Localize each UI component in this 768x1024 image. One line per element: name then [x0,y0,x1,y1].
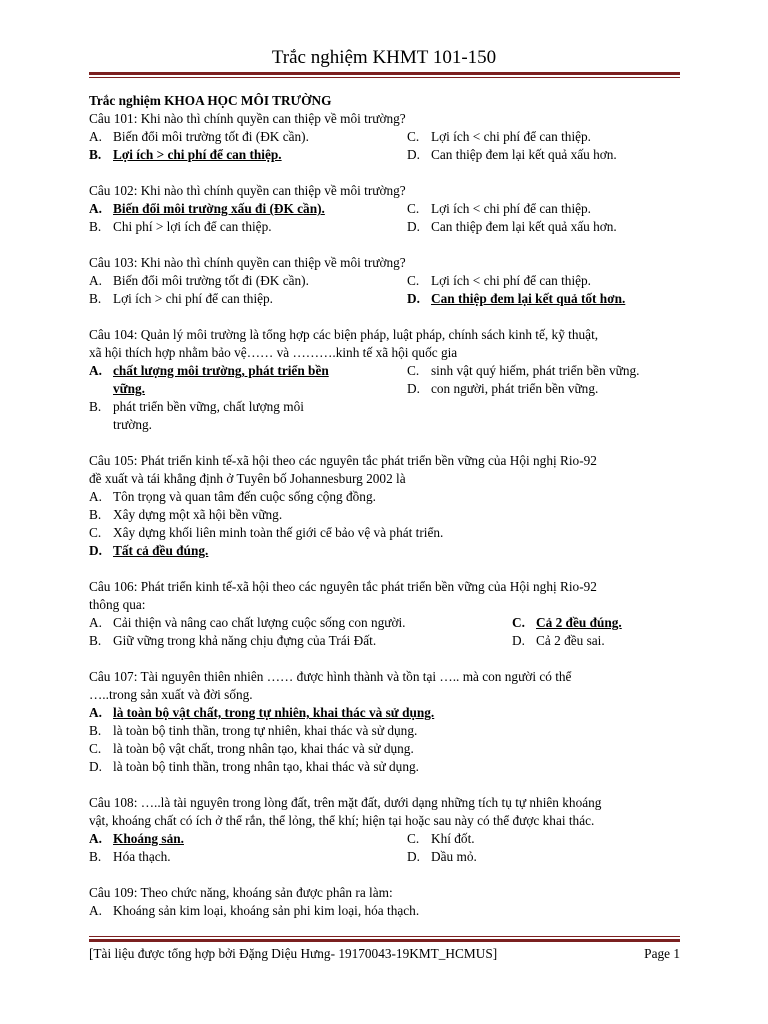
question-103 [89,254,680,308]
option-c: C. Lợi ích < chi phí để can thiệp. [407,201,592,216]
option-d-correct: D. Tất cả đều đúng. [89,543,209,558]
option-c: C. là toàn bộ vật chất, trong nhân tạo, khai thác và sử dụng. [89,741,414,756]
question-106 [89,578,680,650]
option-d: D. Cả 2 đều sai. [512,633,605,648]
option-c: C. Khí đốt. [407,831,475,846]
option-a-correct: A. chất lượng môi trường, phát triển bền vững. [89,363,329,396]
option-d: D. Can thiệp đem lại kết quả xấu hơn. [407,219,617,234]
page-header-title: Trắc nghiệm KHMT 101-150 [271,47,497,68]
option-b-correct: B. Lợi ích > chi phí để can thiệp. [89,147,282,162]
option-c: C. Lợi ích < chi phí để can thiệp. [407,129,592,144]
option-d-correct: D. Can thiệp đem lại kết quả tốt hơn. [407,291,626,306]
option-b: B. Lợi ích > chi phí để can thiệp. [89,291,274,306]
option-a: A. Biến đổi môi trường tốt đi (ĐK cần). [89,273,309,288]
question-text-line: Câu 104: Quản lý môi trường là tổng hợp các biện pháp, luật pháp, chính sách kinh tế, kỹ thuật, [89,327,599,342]
option-b: B. Giữ vững trong khả năng chịu đựng của Trái Đất. [89,633,377,648]
document-title: Trắc nghiệm KHOA HỌC MÔI TRƯỜNG [89,93,332,108]
document-body [89,92,680,938]
option-c-correct: C. Cả 2 đều đúng. [512,615,622,630]
option-b: B. phát triển bền vững, chất lượng môi trường. [89,399,304,432]
option-d: D. là toàn bộ tinh thần, trong nhân tạo, khai thác và sử dụng. [89,759,419,774]
question-109 [89,884,680,920]
option-a: A. Khoáng sản kim loại, khoáng sản phi kim loại, hóa thạch. [89,903,420,918]
footer-rule-thick [89,939,680,942]
question-text-line: Câu 107: Tài nguyên thiên nhiên …… được hình thành và tồn tại ….. mà con người có thể [89,669,572,684]
option-b: B. là toàn bộ tinh thần, trong tự nhiên, khai thác và sử dụng. [89,723,418,738]
option-d: D. con người, phát triển bền vững. [407,381,599,396]
question-105 [89,452,680,560]
question-text-line: thông qua: [89,597,146,612]
option-a-correct: A. Khoáng sản. [89,831,184,846]
question-text-line: Câu 108: …..là tài nguyên trong lòng đất, trên mặt đất, dưới dạng những tích tụ tự nhiên khoáng [89,795,602,810]
question-text: Câu 102: Khi nào thì chính quyền can thiệp về môi trường? [89,183,406,198]
header-rule-thick [89,72,680,75]
question-108 [89,794,680,866]
question-101 [89,110,680,164]
question-text-line: đề xuất và tái khẳng định ở Tuyên bố Johannesburg 2002 là [89,471,406,486]
question-text-line: Câu 106: Phát triển kinh tế-xã hội theo các nguyên tắc phát triển bền vững của Hội nghị Rio-92 [89,579,597,594]
question-text-line: Câu 105: Phát triển kinh tế-xã hội theo các nguyên tắc phát triển bền vững của Hội nghị Rio-92 [89,453,597,468]
question-text-line: xã hội thích hợp nhằm bảo vệ…… và ……….kinh tế xã hội quốc gia [89,345,458,360]
question-102 [89,182,680,236]
header-rule-thin [89,77,680,78]
option-c: C. Xây dựng khối liên minh toàn thế giới cể bảo vệ và phát triển. [89,525,444,540]
question-text: Câu 103: Khi nào thì chính quyền can thiệp về môi trường? [89,255,406,270]
option-b: B. Xây dựng một xã hội bền vững. [89,507,283,522]
option-b: B. Chi phí > lợi ích để can thiệp. [89,219,272,234]
page-number: Page 1 [644,946,680,961]
question-text-line: …..trong sản xuất và đời sống. [89,687,253,702]
question-text: Câu 101: Khi nào thì chính quyền can thiệp về môi trường? [89,111,406,126]
option-a: A. Tôn trọng và quan tâm đến cuộc sống cộng đồng. [89,489,376,504]
option-c: C. Lợi ích < chi phí để can thiệp. [407,273,592,288]
question-104 [89,326,680,434]
option-a: A. Biến đổi môi trường tốt đi (ĐK cần). [89,129,309,144]
footer-credit: [Tài liệu được tổng hợp bởi Đặng Diệu Hưng- 19170043-19KMT_HCMUS] [89,946,498,961]
question-107 [89,668,680,776]
option-c: C. sinh vật quý hiếm, phát triển bền vững. [407,363,640,378]
option-d: D. Can thiệp đem lại kết quả xấu hơn. [407,147,617,162]
question-text: Câu 109: Theo chức năng, khoáng sản được phân ra làm: [89,885,393,900]
option-b: B. Hóa thạch. [89,849,171,864]
footer-rule-thin [89,936,680,937]
option-d: D. Dầu mỏ. [407,849,477,864]
option-a: A. Cải thiện và nâng cao chất lượng cuộc sống con người. [89,615,406,630]
question-text-line: vật, khoáng chất có ích ở thể rắn, thể lỏng, thể khí; hiện tại hoặc sau này có thể được khai thác. [89,813,595,828]
option-a-correct: A. là toàn bộ vật chất, trong tự nhiên, khai thác và sử dụng. [89,705,435,720]
option-a-correct: A. Biến đổi môi trường xấu đi (ĐK cần). [89,201,325,216]
